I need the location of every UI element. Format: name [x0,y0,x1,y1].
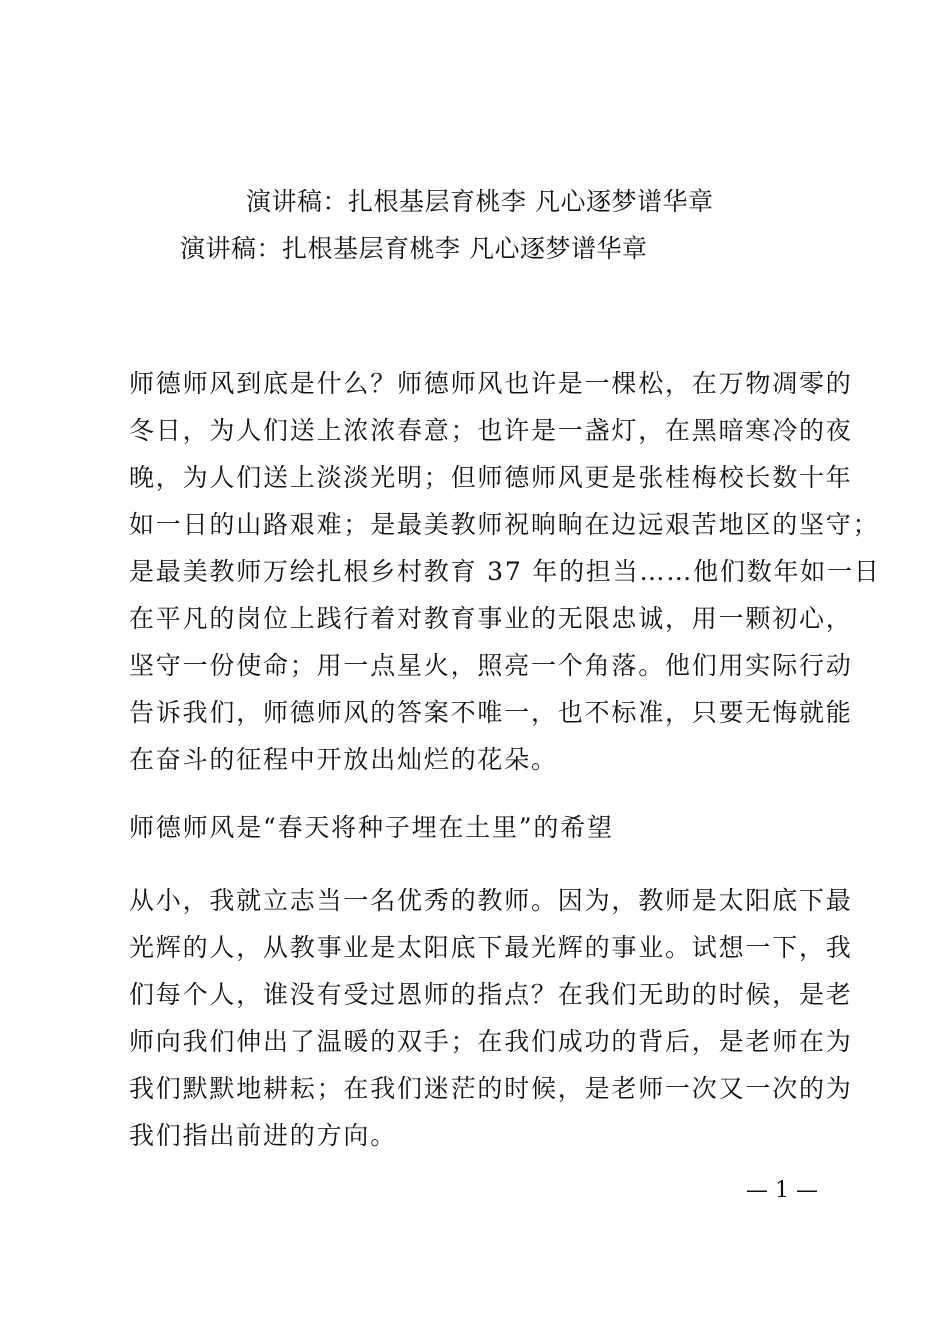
paragraph-line: 告诉我们，师德师风的答案不唯一，也不标准，只要无悔就能 [129,698,853,727]
paragraph-line: 从小，我就立志当一名优秀的教师。因为，教师是太阳底下最 [129,886,853,915]
document-title-repeat: 演讲稿：扎根基层育桃李 凡心逐梦谱华章 [180,234,648,263]
section-subheading [129,804,834,851]
paragraph-childhood [129,877,853,1159]
paragraph-line: 我们默默地耕耘；在我们迷茫的时候，是老师一次又一次的为 [129,1074,853,1103]
document-title: 演讲稿：扎根基层育桃李 凡心逐梦谱华章 [246,187,714,216]
paragraph-intro [129,360,881,783]
paragraph-line: 坚守一份使命；用一点星火，照亮一个角落。他们用实际行动 [129,651,853,680]
page-number: — 1 — [746,1178,818,1203]
paragraph-line: 们每个人，谁没有受过恩师的指点？在我们无助的时候，是老 [129,980,853,1009]
paragraph-line: 在奋斗的征程中开放出灿烂的花朵。 [129,745,558,774]
subheading-text: 师德师风是“春天将种子埋在土里”的希望 [129,813,614,842]
paragraph-line: 我们指出前进的方向。 [129,1121,398,1150]
paragraph-line: 晚，为人们送上淡淡光明；但师德师风更是张桂梅校长数十年 [129,463,853,492]
paragraph-line: 是最美教师万绘扎根乡村教育 37 年的担当……他们数年如一日 [129,557,881,586]
paragraph-line: 师德师风到底是什么？师德师风也许是一棵松，在万物凋零的 [129,369,853,398]
paragraph-line: 光辉的人，从教事业是太阳底下最光辉的事业。试想一下，我 [129,933,853,962]
paragraph-line: 如一日的山路艰难；是最美教师祝晌晌在边远艰苦地区的坚守； [129,510,880,539]
paragraph-line: 师向我们伸出了温暖的双手；在我们成功的背后，是老师在为 [129,1027,853,1056]
paragraph-line: 冬日，为人们送上浓浓春意；也许是一盏灯，在黑暗寒冷的夜 [129,416,853,445]
paragraph-line: 在平凡的岗位上践行着对教育事业的无限忠诚，用一颗初心， [129,604,853,633]
